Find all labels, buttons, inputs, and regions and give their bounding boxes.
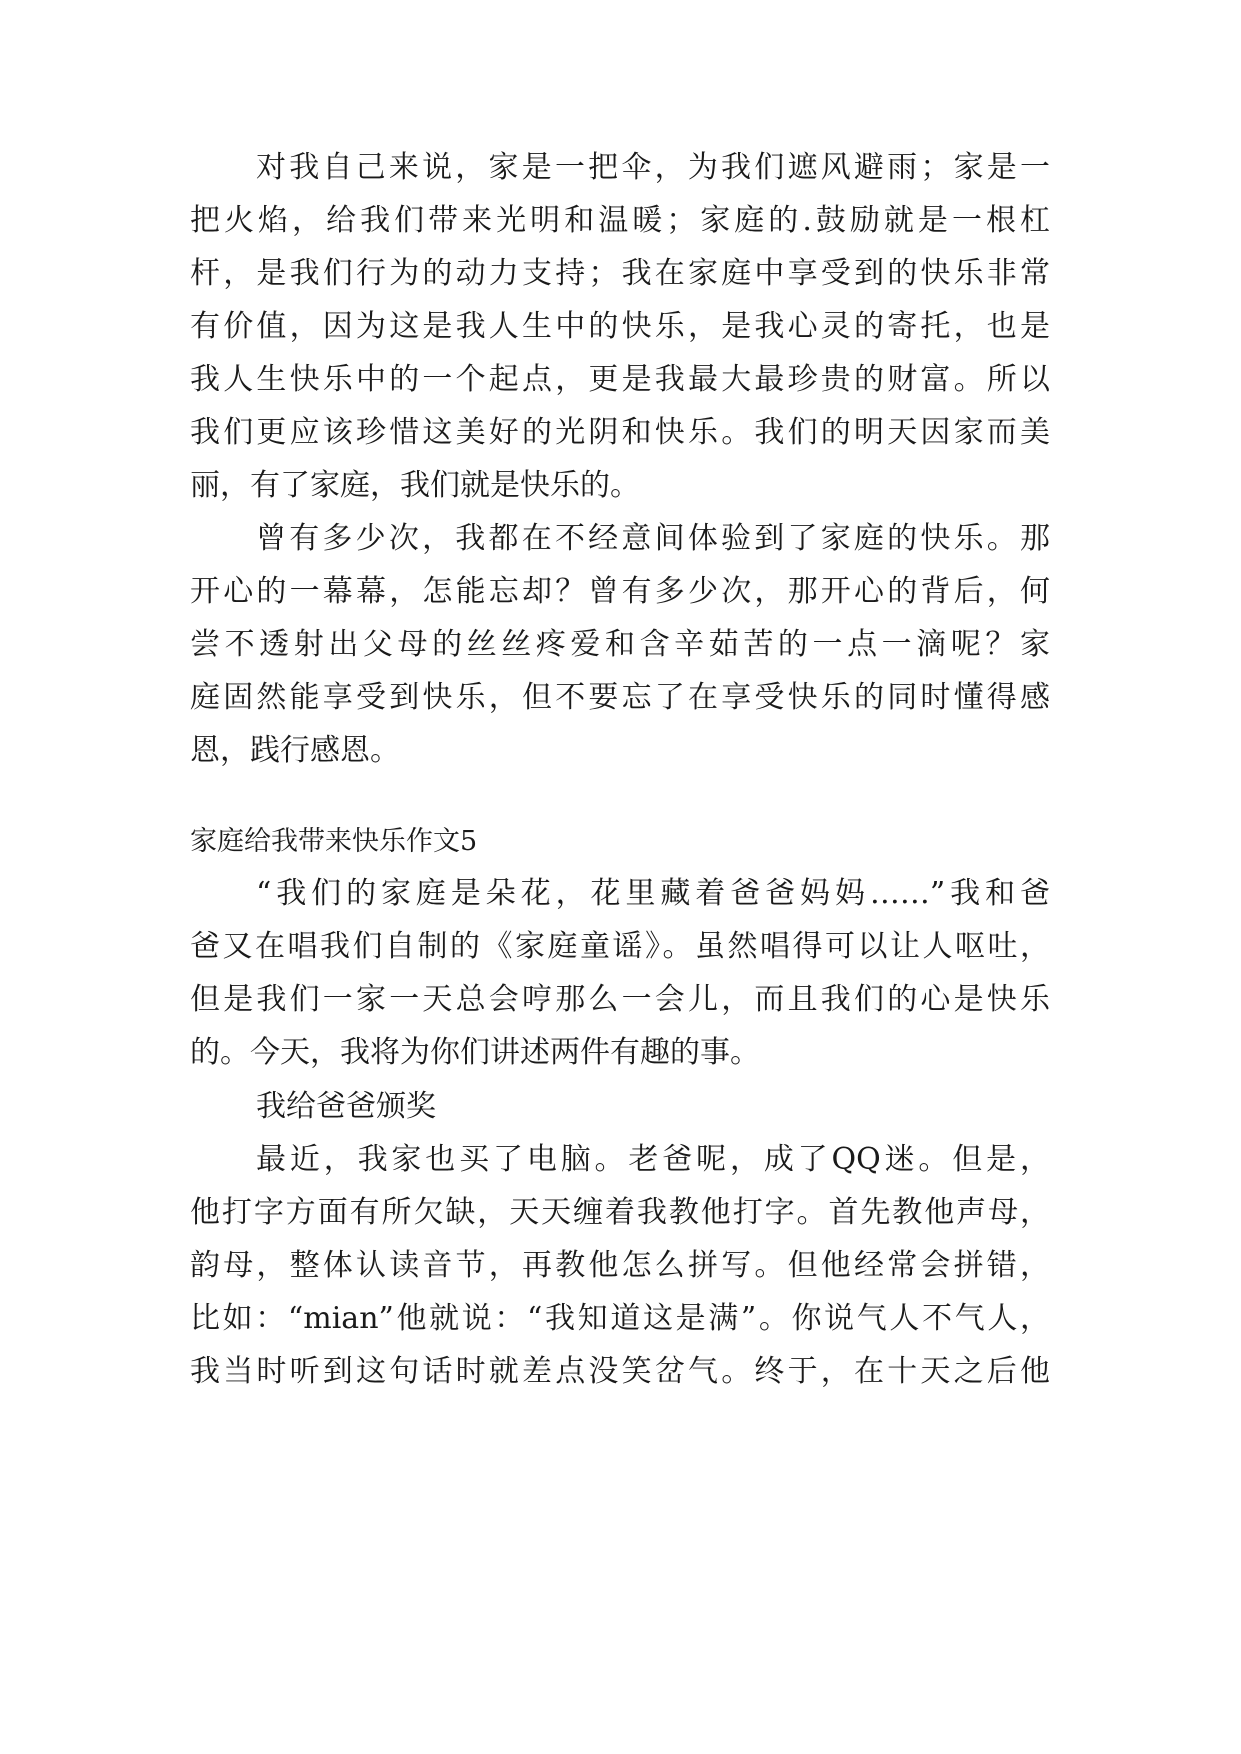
paragraph-1-line-3: 杆，是我们行为的动力支持；我在家庭中享受到的快乐非常 [190,256,1050,291]
paragraph-4-line-3: 韵母，整体认读音节，再教他怎么拼写。但他经常会拼错， [190,1248,1050,1283]
paragraph-1-line-1: 对我自己来说，家是一把伞，为我们遮风避雨；家是一 [256,150,1050,185]
paragraph-2-line-1: 曾有多少次，我都在不经意间体验到了家庭的快乐。那 [256,521,1050,556]
paragraph-2-line-5: 恩，践行感恩。 [190,733,400,768]
paragraph-4-line-5: 我当时听到这句话时就差点没笑岔气。终于，在十天之后他 [190,1354,1050,1389]
paragraph-2-line-3: 尝不透射出父母的丝丝疼爱和含辛茹苦的一点一滴呢？家 [190,627,1050,662]
paragraph-3-line-2: 爸又在唱我们自制的《家庭童谣》。虽然唱得可以让人呕吐， [190,929,1050,964]
paragraph-1-line-7: 丽，有了家庭，我们就是快乐的。 [190,468,640,503]
paragraph-4-line-4: 比如：“mian”他就说：“我知道这是满”。你说气人不气人， [190,1301,1050,1336]
section-title: 家庭给我带来快乐作文5 [190,826,478,857]
paragraph-4-line-2: 他打字方面有所欠缺，天天缠着我教他打字。首先教他声母， [190,1195,1050,1230]
paragraph-3-line-1: “我们的家庭是朵花，花里藏着爸爸妈妈……”我和爸 [256,876,1050,911]
paragraph-1-line-6: 我们更应该珍惜这美好的光阴和快乐。我们的明天因家而美 [190,415,1050,450]
paragraph-3-line-3: 但是我们一家一天总会哼那么一会儿，而且我们的心是快乐 [190,982,1050,1017]
paragraph-1-line-5: 我人生快乐中的一个起点，更是我最大最珍贵的财富。所以 [190,362,1050,397]
paragraph-3-line-4: 的。今天，我将为你们讲述两件有趣的事。 [190,1035,760,1070]
paragraph-1-line-2: 把火焰，给我们带来光明和温暖；家庭的.鼓励就是一根杠 [190,203,1050,238]
paragraph-2-line-2: 开心的一幕幕，怎能忘却？曾有多少次，那开心的背后，何 [190,574,1050,609]
paragraph-2-line-4: 庭固然能享受到快乐，但不要忘了在享受快乐的同时懂得感 [190,680,1050,715]
paragraph-1-line-4: 有价值，因为这是我人生中的快乐，是我心灵的寄托，也是 [190,309,1050,344]
paragraph-4-line-1: 最近，我家也买了电脑。老爸呢，成了QQ迷。但是， [256,1142,1050,1177]
subheading: 我给爸爸颁奖 [256,1089,436,1124]
